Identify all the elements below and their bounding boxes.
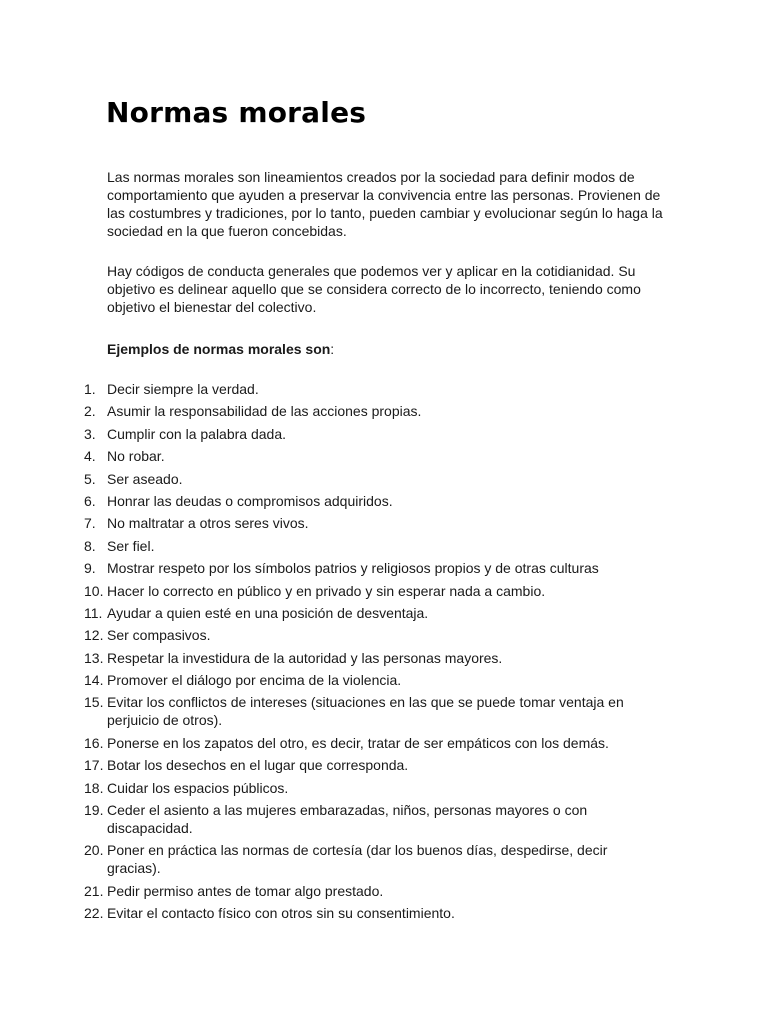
list-item-number: 5. bbox=[84, 470, 96, 487]
list-item-text: No robar. bbox=[107, 448, 165, 465]
list-item bbox=[0, 514, 652, 532]
list-item bbox=[0, 626, 652, 644]
list-item-number: 17. bbox=[84, 757, 104, 774]
list-item bbox=[0, 693, 652, 729]
list-item-text: Evitar los conflictos de intereses (situaciones en las que se puede tomar ventaja en perjuicio de otros). bbox=[107, 694, 624, 729]
list-item-text: Honrar las deudas o compromisos adquiridos. bbox=[107, 492, 393, 509]
list-item-text: Evitar el contacto físico con otros sin su consentimiento. bbox=[107, 905, 455, 922]
list-item-number: 11. bbox=[84, 604, 103, 621]
list-item-number: 20. bbox=[84, 842, 104, 859]
list-item-text: Poner en práctica las normas de cortesía (dar los buenos días, despedirse, decir gracias). bbox=[107, 842, 608, 877]
list-item-text: Decir siempre la verdad. bbox=[107, 381, 259, 397]
list-item-number: 22. bbox=[84, 905, 104, 922]
list-item bbox=[0, 671, 652, 689]
list-item bbox=[0, 380, 652, 398]
list-item-number: 8. bbox=[84, 537, 96, 554]
list-item-text: Asumir la responsabilidad de las acciones propias. bbox=[107, 403, 422, 420]
list-item-number: 1. bbox=[84, 381, 96, 397]
list-item-text: Mostrar respeto por los símbolos patrios y religiosos propios y de otras culturas bbox=[107, 560, 599, 577]
examples-list bbox=[0, 380, 768, 927]
list-item-number: 15. bbox=[84, 694, 104, 711]
examples-heading-colon: : bbox=[330, 341, 335, 357]
list-item-number: 16. bbox=[84, 734, 104, 751]
list-item-text: Cuidar los espacios públicos. bbox=[107, 779, 289, 796]
intro-paragraph: Las normas morales son lineamientos creados por la sociedad para definir modos de comportamiento que ayuden a preservar la convivencia entre las personas. Provienen de las costumbres y tradiciones, por lo tanto, pueden cambiar y evolucionar según lo haga la sociedad en la que fueron concebidas. bbox=[107, 169, 663, 239]
list-item-text: Respetar la investidura de la autoridad y las personas mayores. bbox=[107, 649, 503, 666]
list-item-text: No maltratar a otros seres vivos. bbox=[107, 515, 309, 532]
list-item-text: Botar los desechos en el lugar que corresponda. bbox=[107, 757, 409, 774]
list-item bbox=[0, 492, 652, 510]
list-item-number: 13. bbox=[84, 649, 104, 666]
list-item bbox=[0, 470, 652, 488]
list-item-number: 6. bbox=[84, 492, 96, 509]
list-item-number: 3. bbox=[84, 425, 96, 442]
list-item-number: 4. bbox=[84, 448, 96, 465]
list-item-number: 2. bbox=[84, 403, 96, 420]
list-item bbox=[0, 734, 652, 752]
list-item-number: 19. bbox=[84, 802, 104, 819]
list-item bbox=[0, 779, 652, 797]
list-item bbox=[0, 882, 652, 900]
list-item-text: Ayudar a quien esté en una posición de desventaja. bbox=[107, 604, 429, 621]
list-item-text: Ser aseado. bbox=[107, 470, 183, 487]
list-item bbox=[0, 904, 652, 922]
list-item bbox=[0, 649, 652, 667]
list-item bbox=[0, 559, 652, 577]
list-item bbox=[0, 841, 652, 877]
list-item-number: 12. bbox=[84, 627, 104, 644]
list-item-number: 21. bbox=[84, 882, 104, 899]
list-item-number: 10. bbox=[84, 582, 104, 599]
list-item-text: Ser fiel. bbox=[107, 537, 155, 554]
conduct-paragraph: Hay códigos de conducta generales que podemos ver y aplicar en la cotidianidad. Su objetivo es delinear aquello que se considera correcto de lo incorrecto, teniendo como objetivo el bienestar del colectivo. bbox=[107, 263, 641, 315]
list-item-text: Promover el diálogo por encima de la violencia. bbox=[107, 672, 402, 689]
list-item-text: Hacer lo correcto en público y en privado y sin esperar nada a cambio. bbox=[107, 582, 546, 599]
list-item-text: Ceder el asiento a las mujeres embarazadas, niños, personas mayores o con discapacidad. bbox=[107, 802, 588, 837]
list-item-text: Pedir permiso antes de tomar algo prestado. bbox=[107, 882, 384, 899]
list-item bbox=[0, 537, 652, 555]
list-item bbox=[0, 756, 652, 774]
list-item bbox=[0, 425, 652, 443]
list-item-number: 18. bbox=[84, 779, 104, 796]
list-item-number: 14. bbox=[84, 672, 104, 689]
list-item-number: 9. bbox=[84, 560, 96, 577]
list-item bbox=[0, 447, 652, 465]
page-title: Normas morales bbox=[106, 96, 367, 129]
list-item bbox=[0, 801, 652, 837]
list-item bbox=[0, 604, 652, 622]
examples-heading bbox=[107, 340, 334, 358]
list-item-number: 7. bbox=[84, 515, 96, 532]
examples-heading-bold: Ejemplos de normas morales son bbox=[107, 341, 331, 357]
list-item-text: Cumplir con la palabra dada. bbox=[107, 425, 286, 442]
list-item-text: Ponerse en los zapatos del otro, es decir, tratar de ser empáticos con los demás. bbox=[107, 734, 609, 751]
list-item bbox=[0, 402, 652, 420]
list-item-text: Ser compasivos. bbox=[107, 627, 211, 644]
list-item bbox=[0, 582, 652, 600]
